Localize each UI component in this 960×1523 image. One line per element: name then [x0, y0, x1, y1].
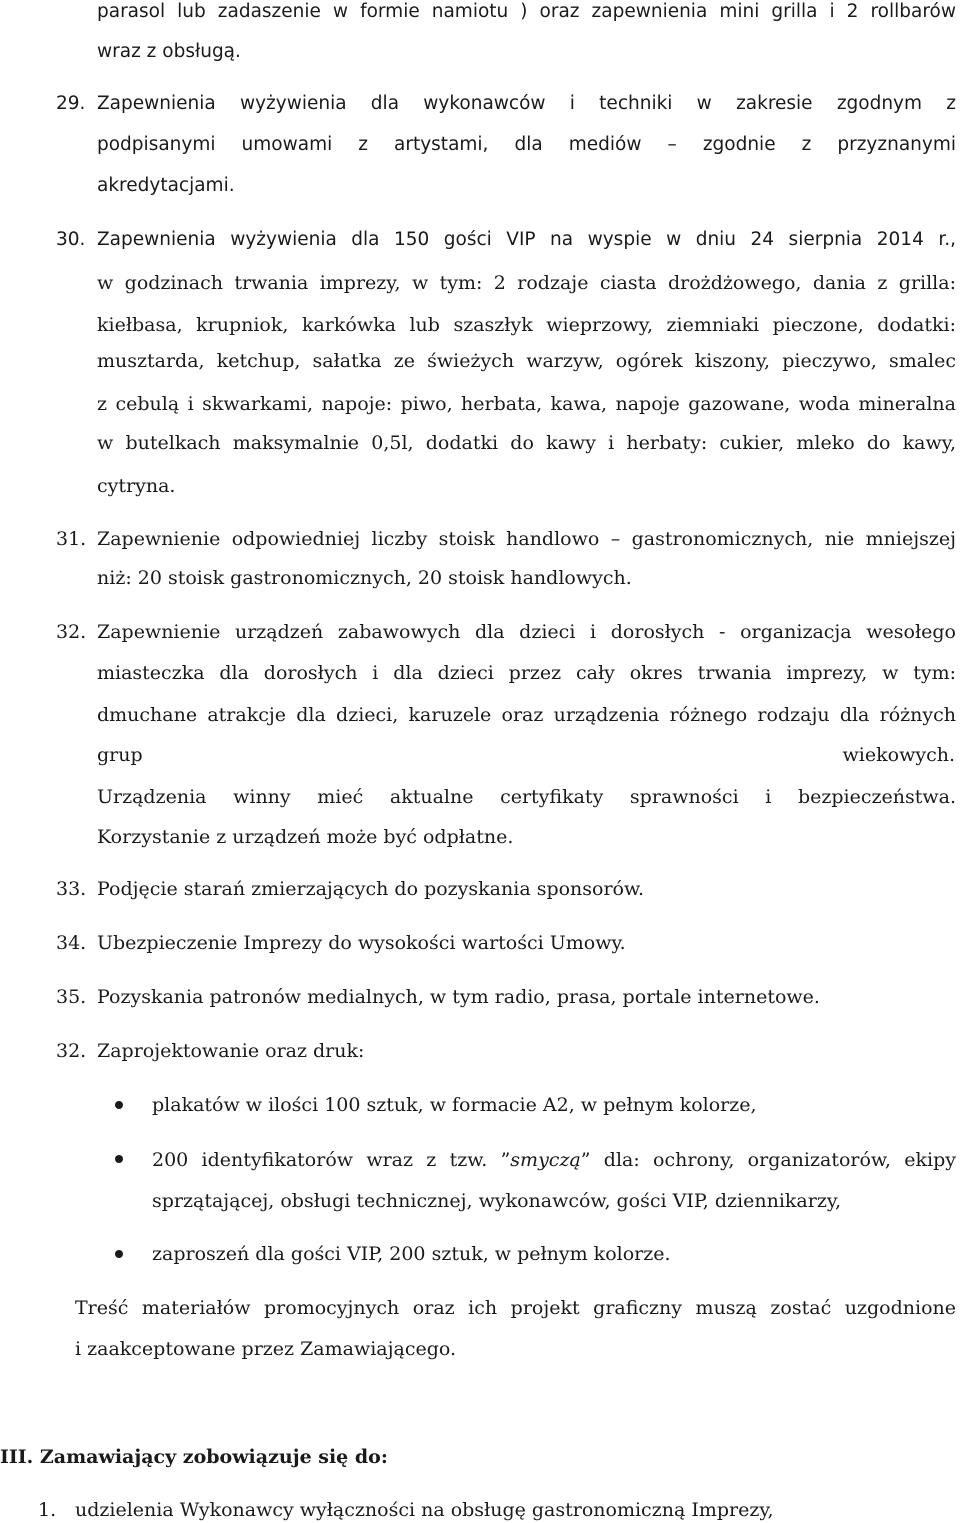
item33-text: Podjęcie starań zmierzających do pozyskania sponsorów.: [97, 878, 645, 900]
item32b-number: 32.: [56, 1040, 87, 1062]
bullet-item-2-line2: sprzątającej, obsługi technicznej, wykonawców, gości VIP, dziennikarzy,: [152, 1190, 842, 1212]
item32-line1: Zapewnienie urządzeń zabawowych dla dzieci i dorosłych - organizacja wesołego: [97, 621, 956, 643]
item30-line5: z cebulą i skwarkami, napoje: piwo, herbata, kawa, napoje gazowane, woda mineralna: [97, 393, 956, 415]
bullet-item-1: plakatów w ilości 100 sztuk, w formacie A2, w pełnym kolorze,: [152, 1094, 757, 1116]
item30-line2: w godzinach trwania imprezy, w tym: 2 rodzaje ciasta drożdżowego, dania z grilla:: [97, 272, 956, 294]
item30-line1: Zapewnienia wyżywienia dla 150 gości VIP na wyspie w dniu 24 sierpnia 2014 r.,: [97, 229, 956, 250]
item32-line4a: grup: [97, 744, 143, 766]
item31-line1: Zapewnienie odpowiedniej liczby stoisk handlowo – gastronomicznych, nie mniejszej: [97, 528, 956, 550]
bullet-item-2-em: smyczą: [510, 1149, 581, 1171]
item30-line4: musztarda, ketchup, sałatka ze świeżych warzyw, ogórek kiszony, pieczywo, smalec: [97, 350, 956, 372]
item28-line2: wraz z obsługą.: [97, 41, 241, 62]
item29-line1: Zapewnienia wyżywienia dla wykonawców i techniki w zakresie zgodnym z: [97, 93, 956, 114]
section3-item1-text: udzielenia Wykonawcy wyłączności na obsługę gastronomiczną Imprezy,: [75, 1499, 774, 1521]
item31-line2: niż: 20 stoisk gastronomicznych, 20 stoisk handlowych.: [97, 567, 632, 589]
bullet-item-2-post: ” dla: ochrony, organizatorów, ekipy: [580, 1149, 956, 1171]
item30-line6: w butelkach maksymalnie 0,5l, dodatki do kawy i herbaty: cukier, mleko do kawy,: [97, 432, 956, 454]
bullet-dot-1: [115, 1101, 123, 1109]
item32-number: 32.: [56, 621, 87, 643]
item28-line1: parasol lub zadaszenie w formie namiotu ) oraz zapewnienia mini grilla i 2 rollbarów: [97, 1, 956, 22]
closing-line2: i zaakceptowane przez Zamawiającego.: [75, 1338, 457, 1360]
closing-line1: Treść materiałów promocyjnych oraz ich projekt graficzny muszą zostać uzgodnione: [75, 1297, 956, 1319]
item29-number: 29.: [56, 93, 86, 114]
bullet-item-2: [152, 1148, 956, 1172]
item30-number: 30.: [56, 229, 86, 250]
item32b-text: Zaprojektowanie oraz druk:: [97, 1040, 365, 1062]
item30-line7: cytryna.: [97, 475, 176, 497]
item35-text: Pozyskania patronów medialnych, w tym radio, prasa, portale internetowe.: [97, 986, 820, 1008]
section3-heading: III. Zamawiający zobowiązuje się do:: [0, 1446, 388, 1468]
item29-line3: akredytacjami.: [97, 175, 235, 196]
item32-line3: dmuchane atrakcje dla dzieci, karuzele oraz urządzenia różnego rodzaju dla różnych: [97, 704, 956, 726]
bullet-item-2-pre: 200 identyfikatorów wraz z tzw. ”: [152, 1149, 511, 1171]
item31-number: 31.: [56, 528, 87, 550]
item32-line4b: wiekowych.: [842, 744, 955, 766]
item35-number: 35.: [56, 986, 87, 1008]
item32-line2: miasteczka dla dorosłych i dla dzieci przez cały okres trwania imprezy, w tym:: [97, 662, 956, 684]
bullet-item-3: zaproszeń dla gości VIP, 200 sztuk, w pełnym kolorze.: [152, 1243, 671, 1265]
item32-line6: Korzystanie z urządzeń może być odpłatne.: [97, 826, 514, 848]
section3-item1-number: 1.: [38, 1499, 57, 1521]
item34-text: Ubezpieczenie Imprezy do wysokości wartości Umowy.: [97, 932, 626, 954]
item29-line2: podpisanymi umowami z artystami, dla mediów – zgodnie z przyznanymi: [97, 134, 956, 155]
bullet-dot-2: [115, 1155, 123, 1163]
bullet-dot-3: [115, 1250, 123, 1258]
item30-line3: kiełbasa, krupniok, karkówka lub szaszłyk wieprzowy, ziemniaki pieczone, dodatki:: [97, 314, 956, 336]
item33-number: 33.: [56, 878, 87, 900]
item34-number: 34.: [56, 932, 87, 954]
item32-line5: Urządzenia winny mieć aktualne certyfikaty sprawności i bezpieczeństwa.: [97, 786, 956, 808]
